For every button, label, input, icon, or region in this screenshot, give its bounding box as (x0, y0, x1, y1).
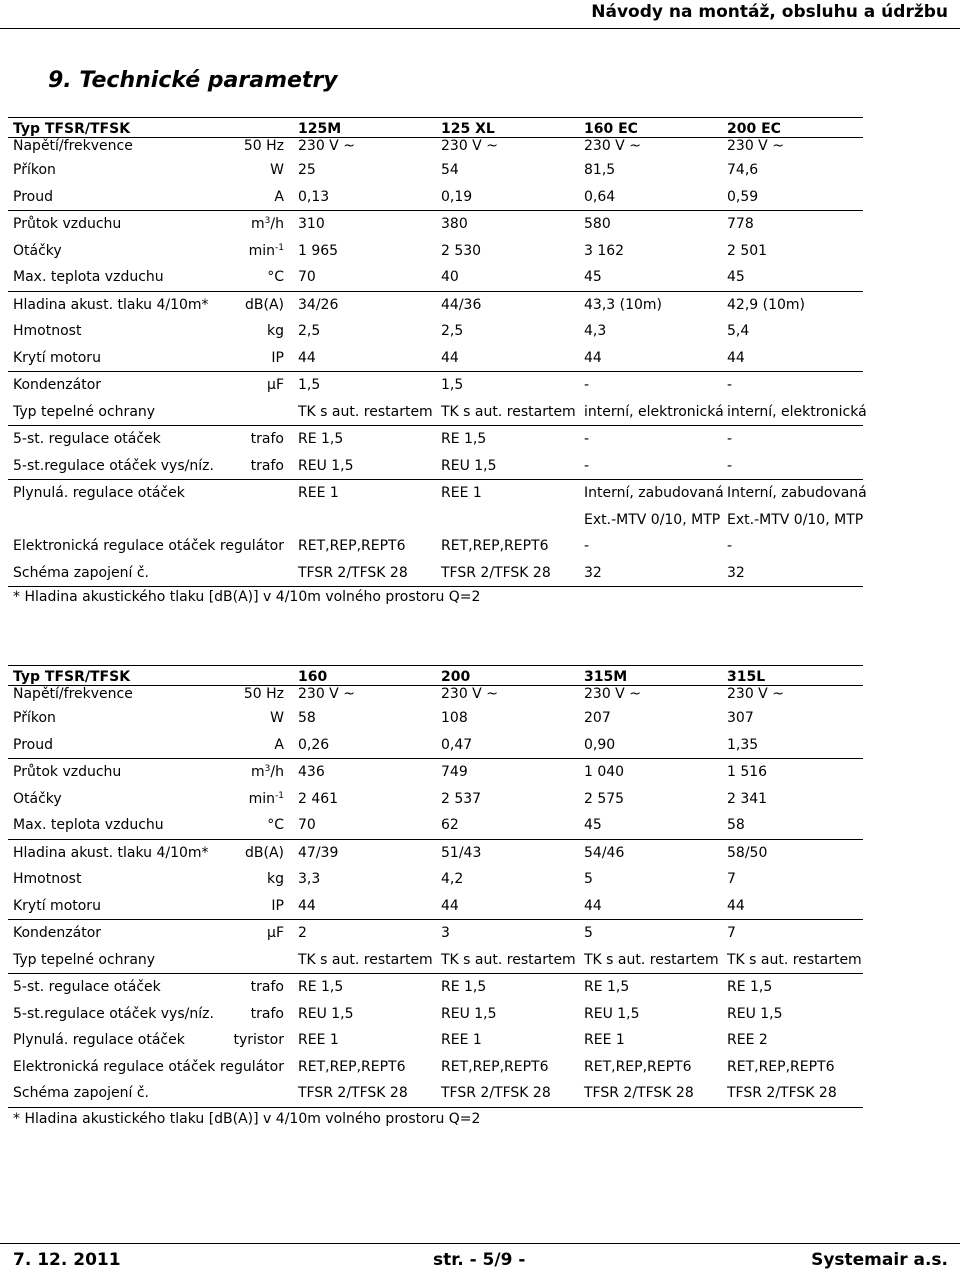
unit-exponent: -1 (275, 242, 284, 253)
value-cell: RET,REP,REPT6 (298, 538, 406, 555)
value-cell: TFSR 2/TFSK 28 (436, 1080, 579, 1107)
row-unit: A (274, 188, 284, 205)
table-row (8, 211, 863, 238)
row-unit: trafo (250, 1005, 284, 1022)
value-cell: 230 V ~ (584, 686, 641, 702)
value-cell: REE 1 (436, 480, 579, 507)
row-label: Hladina akust. tlaku 4/10m* (8, 291, 208, 318)
value-cell: TK s aut. restartem (298, 951, 433, 968)
value-cell: 1,5 (436, 372, 579, 399)
value-cell: 0,59 (727, 188, 759, 205)
value-cell: - (722, 426, 863, 453)
value-cell: 44 (584, 897, 602, 914)
row-unit: °C (267, 817, 284, 834)
value-cell: RET,REP,REPT6 (441, 1058, 549, 1075)
footer-date: 7. 12. 2011 (13, 1250, 121, 1270)
table-row (8, 1054, 863, 1081)
row-label: 5-st. regulace otáček (8, 426, 208, 453)
value-cell: Interní, zabudovaná (579, 480, 722, 507)
row-label: Průtok vzduchu (8, 759, 208, 786)
table-row (8, 1027, 863, 1054)
table-row (8, 920, 863, 947)
document-header: Návody na montáž, obsluhu a údržbu (591, 2, 948, 22)
row-unit (208, 480, 293, 507)
value-cell: 307 (727, 710, 754, 727)
row-unit (208, 507, 293, 534)
value-cell: 778 (722, 211, 863, 238)
value-cell: 5,4 (727, 323, 750, 340)
table-row (8, 705, 863, 732)
value-cell: RE 1,5 (293, 974, 436, 1001)
value-cell: - (727, 538, 733, 555)
row-label (8, 507, 208, 534)
spec-table-2 (8, 665, 863, 1108)
row-unit (208, 947, 293, 974)
value-cell: RET,REP,REPT6 (298, 1058, 406, 1075)
value-cell: 2,5 (441, 323, 464, 340)
row-label: Příkon (13, 710, 56, 727)
value-cell: 108 (441, 710, 468, 727)
value-cell: 207 (584, 710, 611, 727)
value-cell: 1,35 (727, 736, 759, 753)
row-label: Schéma zapojení č. (8, 560, 208, 587)
value-cell: interní, elektronická (727, 403, 867, 420)
table-row (8, 426, 863, 453)
row-unit: A (274, 736, 284, 753)
row-label: Napětí/frekvence (13, 686, 133, 702)
table-row (8, 893, 863, 920)
row-unit: kg (267, 871, 284, 888)
value-cell: 1 516 (722, 759, 863, 786)
value-cell: Interní, zabudovaná (722, 480, 863, 507)
value-cell: REE 1 (293, 480, 436, 507)
unit-tail: /h (270, 764, 284, 781)
table-row (8, 786, 863, 813)
row-unit: 50 Hz (243, 138, 284, 154)
value-cell: RE 1,5 (293, 426, 436, 453)
row-label: Plynulá. regulace otáček (8, 480, 208, 507)
value-cell: 81,5 (584, 162, 616, 179)
value-cell (293, 507, 436, 534)
value-cell: 2 461 (298, 790, 339, 807)
value-cell: 2,5 (298, 323, 321, 340)
header-model: 125M (293, 118, 436, 138)
value-cell: 5 (579, 920, 722, 947)
row-unit: IP (271, 349, 284, 366)
table-row (8, 399, 863, 426)
value-cell: 4,2 (441, 871, 464, 888)
row-label: Typ tepelné ochrany (13, 951, 156, 968)
table-row (8, 812, 863, 839)
table-row (8, 507, 863, 534)
value-cell: 70 (298, 269, 316, 286)
row-label: Otáčky (13, 242, 62, 259)
row-label: Proud (13, 188, 53, 205)
header-model: 315M (579, 666, 722, 686)
value-cell: 3 162 (584, 242, 625, 259)
unit-base: min (248, 790, 276, 807)
table-header-row (8, 118, 863, 138)
header-type-label: Typ TFSR/TFSK (8, 666, 208, 686)
value-cell: 0,13 (298, 188, 330, 205)
value-cell: 230 V ~ (727, 138, 784, 154)
value-cell: 2 575 (584, 790, 625, 807)
value-cell: REU 1,5 (441, 457, 497, 474)
value-cell: TK s aut. restartem (584, 951, 719, 968)
value-cell: 62 (441, 817, 459, 834)
value-cell: 5 (584, 871, 593, 888)
value-cell: RE 1,5 (436, 974, 579, 1001)
row-unit: IP (271, 897, 284, 914)
row-unit: trafo (250, 457, 284, 474)
table-row (8, 560, 863, 587)
row-unit (208, 211, 293, 238)
value-cell: 44 (298, 897, 316, 914)
footer-rule (0, 1243, 960, 1244)
value-cell: 58/50 (722, 839, 863, 866)
header-model: 160 EC (579, 118, 722, 138)
row-unit: trafo (208, 974, 293, 1001)
footer-company: Systemair a.s. (811, 1250, 948, 1270)
value-cell: 0,47 (441, 736, 473, 753)
value-cell: - (722, 372, 863, 399)
header-model: 125 XL (436, 118, 579, 138)
row-unit (208, 759, 293, 786)
value-cell: RE 1,5 (436, 426, 579, 453)
value-cell: REE 1 (298, 1032, 339, 1049)
value-cell: 230 V ~ (584, 138, 641, 154)
row-label: Max. teplota vzduchu (13, 817, 164, 834)
value-cell: 44/36 (436, 291, 579, 318)
table-row (8, 732, 863, 759)
value-cell: 74,6 (727, 162, 759, 179)
table-row (8, 138, 863, 158)
value-cell: 3 (436, 920, 579, 947)
header-model: 315L (722, 666, 863, 686)
header-unit-cell (208, 118, 293, 138)
row-label: Krytí motoru (13, 349, 101, 366)
header-model: 160 (293, 666, 436, 686)
value-cell: REE 1 (584, 1032, 625, 1049)
row-unit (208, 560, 293, 587)
value-cell: 40 (441, 269, 459, 286)
table-row (8, 372, 863, 399)
value-cell: REU 1,5 (727, 1005, 783, 1022)
value-cell: RET,REP,REPT6 (727, 1058, 835, 1075)
table-row (8, 238, 863, 265)
value-cell: 4,3 (584, 323, 607, 340)
value-cell (436, 507, 579, 534)
unit-exponent: -1 (275, 790, 284, 801)
table-row (8, 480, 863, 507)
value-cell: 45 (727, 269, 745, 286)
row-label: Hmotnost (13, 871, 82, 888)
row-unit: W (270, 710, 284, 727)
table-row (8, 1080, 863, 1107)
value-cell: - (579, 372, 722, 399)
table-row (8, 318, 863, 345)
value-cell: 32 (722, 560, 863, 587)
row-label: Proud (13, 736, 53, 753)
table-row (8, 291, 863, 318)
value-cell: 42,9 (10m) (722, 291, 863, 318)
row-label: Otáčky (13, 790, 62, 807)
value-cell: 44 (727, 349, 745, 366)
value-cell: 2 341 (727, 790, 768, 807)
table-row (8, 839, 863, 866)
table-row (8, 264, 863, 291)
value-cell: 3,3 (298, 871, 321, 888)
row-unit (208, 786, 293, 813)
row-unit (208, 1080, 293, 1107)
row-unit: dB(A) (208, 839, 293, 866)
value-cell: 44 (298, 349, 316, 366)
value-cell: 34/26 (293, 291, 436, 318)
value-cell: RE 1,5 (722, 974, 863, 1001)
value-cell: - (584, 457, 590, 474)
row-label: 5-st.regulace otáček vys/níz. (13, 1005, 214, 1022)
spec-table-1 (8, 117, 867, 587)
header-model: 200 (436, 666, 579, 686)
value-cell: 43,3 (10m) (579, 291, 722, 318)
table-row (8, 947, 863, 974)
row-unit: 50 Hz (243, 686, 284, 702)
row-label: 5-st. regulace otáček (8, 974, 208, 1001)
value-cell: 230 V ~ (298, 138, 355, 154)
value-cell: Ext.-MTV 0/10, MTP (584, 511, 721, 528)
row-unit: µF (208, 920, 293, 947)
row-unit (208, 399, 293, 426)
row-unit: kg (267, 323, 284, 340)
value-cell: RET,REP,REPT6 (441, 538, 549, 555)
value-cell: 0,19 (441, 188, 473, 205)
row-label: Plynulá. regulace otáček (13, 1032, 185, 1049)
value-cell: 230 V ~ (441, 686, 498, 702)
value-cell: Ext.-MTV 0/10, MTP (727, 511, 864, 528)
value-cell: 436 (293, 759, 436, 786)
unit-exponent: 3 (264, 216, 271, 227)
value-cell: 45 (584, 817, 602, 834)
value-cell: 2 530 (441, 242, 482, 259)
value-cell: 380 (436, 211, 579, 238)
footer-page: str. - 5/9 - (433, 1250, 526, 1270)
value-cell: 1 965 (298, 242, 339, 259)
value-cell: RET,REP,REPT6 (584, 1058, 692, 1075)
header-rule (0, 28, 960, 29)
unit-tail: /h (270, 216, 284, 233)
value-cell: REU 1,5 (298, 1005, 354, 1022)
row-label: Průtok vzduchu (8, 211, 208, 238)
header-type-label: Typ TFSR/TFSK (8, 118, 208, 138)
unit-exponent: 3 (264, 764, 271, 775)
table-row (8, 866, 863, 893)
value-cell: 749 (436, 759, 579, 786)
value-cell: TK s aut. restartem (727, 951, 862, 968)
row-unit: dB(A) (208, 291, 293, 318)
value-cell: 0,90 (584, 736, 616, 753)
value-cell: - (579, 426, 722, 453)
value-cell: 44 (727, 897, 745, 914)
row-unit: regulátor (219, 538, 284, 555)
row-label: Elektronická regulace otáček (13, 538, 216, 555)
table-row (8, 345, 863, 372)
value-cell: 54/46 (579, 839, 722, 866)
footnote-1: * Hladina akustického tlaku [dB(A)] v 4/10m volného prostoru Q=2 (13, 589, 481, 605)
value-cell: 7 (727, 871, 736, 888)
header-model: 200 EC (722, 118, 863, 138)
row-label: Hmotnost (13, 323, 82, 340)
value-cell: 58 (298, 710, 316, 727)
table-row (8, 974, 863, 1001)
value-cell: 25 (298, 162, 316, 179)
value-cell: 70 (298, 817, 316, 834)
row-unit: W (270, 162, 284, 179)
row-label: Max. teplota vzduchu (13, 269, 164, 286)
value-cell: REE 2 (727, 1032, 768, 1049)
value-cell: 2 501 (727, 242, 768, 259)
row-unit: tyristor (233, 1032, 284, 1049)
unit-base: min (248, 242, 276, 259)
value-cell: - (727, 457, 733, 474)
value-cell: 45 (584, 269, 602, 286)
value-cell: 2 (293, 920, 436, 947)
row-label: 5-st.regulace otáček vys/níz. (13, 457, 214, 474)
value-cell: TFSR 2/TFSK 28 (436, 560, 579, 587)
value-cell: TK s aut. restartem (441, 403, 576, 420)
row-label: Příkon (13, 162, 56, 179)
value-cell: 580 (579, 211, 722, 238)
value-cell: 7 (722, 920, 863, 947)
value-cell: TFSR 2/TFSK 28 (293, 560, 436, 587)
value-cell: 1 040 (579, 759, 722, 786)
value-cell: 44 (441, 897, 459, 914)
table-row (8, 157, 863, 184)
value-cell: 1,5 (293, 372, 436, 399)
value-cell: TK s aut. restartem (441, 951, 576, 968)
value-cell: interní, elektronická (584, 403, 724, 420)
value-cell: 32 (579, 560, 722, 587)
row-unit: regulátor (219, 1058, 284, 1075)
table-row (8, 759, 863, 786)
row-label: Elektronická regulace otáček (13, 1058, 216, 1075)
value-cell: REU 1,5 (441, 1005, 497, 1022)
value-cell: TK s aut. restartem (298, 403, 433, 420)
value-cell: TFSR 2/TFSK 28 (293, 1080, 436, 1107)
row-label: Napětí/frekvence (13, 138, 133, 154)
value-cell: 51/43 (436, 839, 579, 866)
row-label: Krytí motoru (13, 897, 101, 914)
value-cell: RE 1,5 (579, 974, 722, 1001)
unit-base: m (251, 216, 265, 233)
value-cell: 44 (584, 349, 602, 366)
row-unit: °C (267, 269, 284, 286)
value-cell: TFSR 2/TFSK 28 (579, 1080, 722, 1107)
table-header-row (8, 666, 863, 686)
value-cell: 47/39 (293, 839, 436, 866)
value-cell: 44 (441, 349, 459, 366)
value-cell: REU 1,5 (298, 457, 354, 474)
table-row (8, 533, 863, 560)
row-label: Hladina akust. tlaku 4/10m* (8, 839, 208, 866)
row-unit: trafo (208, 426, 293, 453)
value-cell: 0,26 (298, 736, 330, 753)
row-unit: µF (208, 372, 293, 399)
table-row (8, 1001, 863, 1028)
value-cell: REU 1,5 (584, 1005, 640, 1022)
row-label: Kondenzátor (8, 920, 208, 947)
table-row (8, 686, 863, 706)
section-title: 9. Technické parametry (48, 68, 338, 93)
value-cell: 54 (441, 162, 459, 179)
row-label: Schéma zapojení č. (8, 1080, 208, 1107)
value-cell: 58 (727, 817, 745, 834)
table-row (8, 184, 863, 211)
value-cell: 310 (293, 211, 436, 238)
value-cell: - (584, 538, 590, 555)
table-row (8, 453, 863, 480)
unit-base: m (251, 764, 265, 781)
footnote-2: * Hladina akustického tlaku [dB(A)] v 4/10m volného prostoru Q=2 (13, 1111, 481, 1127)
value-cell: 2 537 (441, 790, 482, 807)
row-label: Kondenzátor (8, 372, 208, 399)
row-unit (208, 238, 293, 265)
row-label: Typ tepelné ochrany (13, 403, 156, 420)
value-cell: 230 V ~ (441, 138, 498, 154)
value-cell: 230 V ~ (298, 686, 355, 702)
value-cell: 0,64 (584, 188, 616, 205)
value-cell: 230 V ~ (727, 686, 784, 702)
value-cell: REE 1 (441, 1032, 482, 1049)
value-cell: TFSR 2/TFSK 28 (722, 1080, 863, 1107)
header-unit-cell (208, 666, 293, 686)
